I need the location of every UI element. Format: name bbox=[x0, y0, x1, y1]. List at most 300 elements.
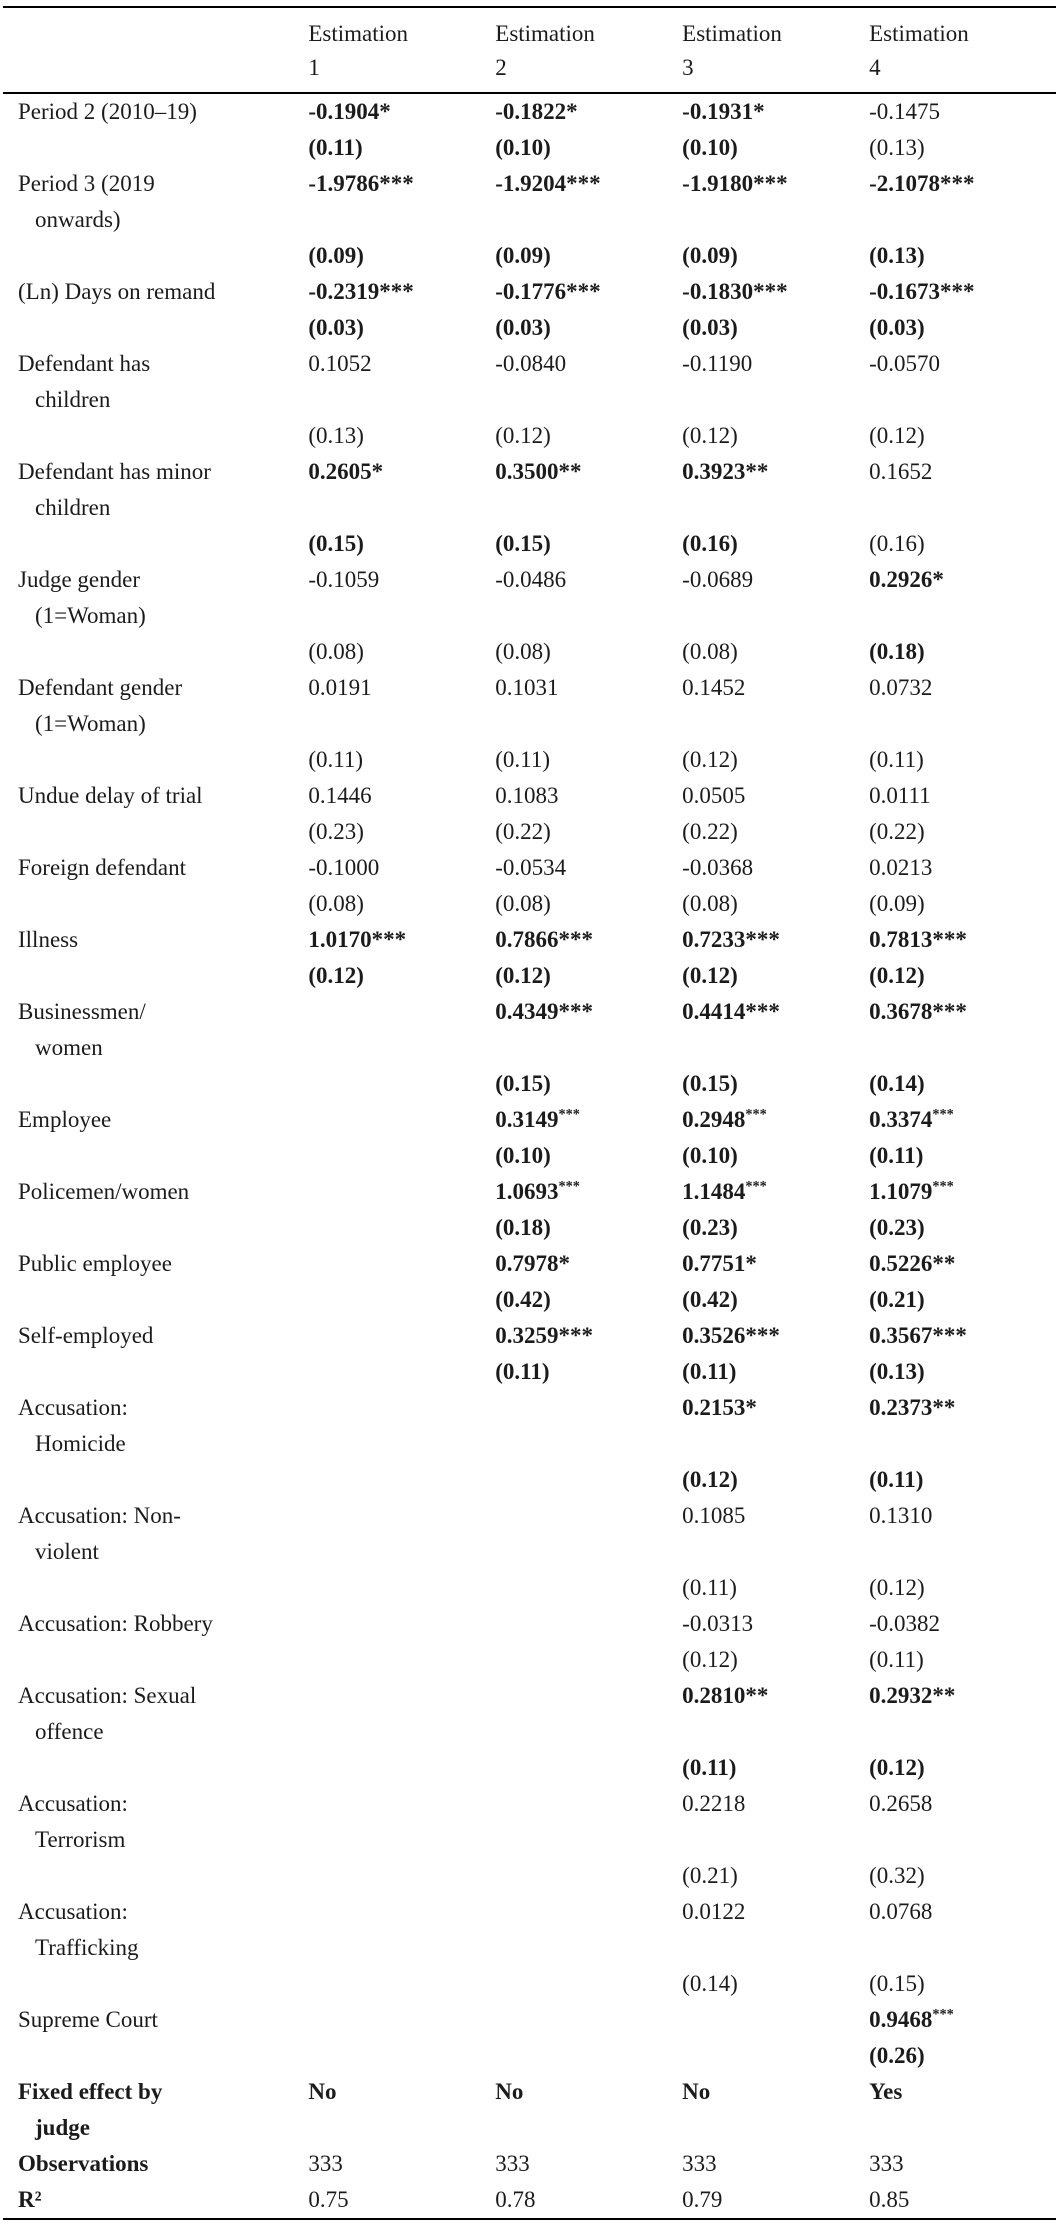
coef-cell: Yes bbox=[869, 2079, 903, 2104]
coef-cell bbox=[308, 1318, 495, 1354]
empty-cell bbox=[308, 1714, 495, 1750]
table-row-se bbox=[3, 634, 1056, 670]
empty-cell bbox=[682, 1534, 869, 1570]
row-label: Accusation: bbox=[18, 1395, 128, 1420]
se-cell: (0.11) bbox=[869, 1467, 924, 1492]
se-cell: (0.08) bbox=[682, 891, 738, 916]
se-cell: (0.10) bbox=[682, 135, 738, 160]
row-label-continued: children bbox=[35, 387, 111, 412]
coef-cell: 1.0170*** bbox=[308, 927, 407, 952]
empty-cell bbox=[869, 2110, 1056, 2146]
se-cell: (0.03) bbox=[308, 315, 364, 340]
empty-cell bbox=[682, 2110, 869, 2146]
row-label: Period 3 (2019 bbox=[18, 171, 155, 196]
se-cell: (0.22) bbox=[869, 819, 925, 844]
se-cell: (0.13) bbox=[869, 243, 925, 268]
row-label-continued: (1=Woman) bbox=[35, 711, 146, 736]
row-label: Defendant has minor bbox=[18, 459, 211, 484]
empty-cell bbox=[869, 598, 1056, 634]
row-label-continued: judge bbox=[35, 2115, 90, 2140]
coef-cell: 0.2932** bbox=[869, 1683, 956, 1708]
coef-cell: -0.1776*** bbox=[495, 279, 601, 304]
table-row bbox=[3, 994, 1056, 1030]
coef-cell: 0.1452 bbox=[682, 675, 746, 700]
coef-cell bbox=[308, 1678, 495, 1714]
se-cell bbox=[308, 1858, 495, 1894]
empty-cell bbox=[308, 1426, 495, 1462]
se-cell: (0.09) bbox=[682, 243, 738, 268]
column-header-line: 3 bbox=[682, 55, 694, 80]
row-label-continued: onwards) bbox=[35, 207, 121, 232]
coef-cell: 0.2926* bbox=[869, 567, 944, 592]
se-cell bbox=[308, 2038, 495, 2074]
row-label: Accusation: Non- bbox=[18, 1503, 181, 1528]
empty-cell bbox=[682, 1030, 869, 1066]
se-cell bbox=[495, 1858, 682, 1894]
se-cell: (0.08) bbox=[495, 639, 551, 664]
table-row-label-wrap bbox=[3, 490, 1056, 526]
empty-cell bbox=[495, 1030, 682, 1066]
empty-cell bbox=[682, 598, 869, 634]
table-row-label-wrap bbox=[3, 202, 1056, 238]
empty-cell bbox=[308, 490, 495, 526]
row-label: Public employee bbox=[18, 1251, 172, 1276]
table-row-se bbox=[3, 1282, 1056, 1318]
column-header bbox=[869, 7, 1056, 93]
coef-cell bbox=[495, 1894, 682, 1930]
coef-cell bbox=[682, 1174, 869, 1210]
se-cell: (0.09) bbox=[495, 243, 551, 268]
table-row bbox=[3, 1102, 1056, 1138]
column-header-line: Estimation bbox=[869, 21, 969, 46]
coef-cell: 0.1083 bbox=[495, 783, 559, 808]
empty-cell bbox=[308, 1822, 495, 1858]
se-cell: (0.12) bbox=[682, 963, 738, 988]
table-row bbox=[3, 454, 1056, 490]
coef-value: 0.3149 bbox=[495, 1107, 559, 1132]
empty-cell bbox=[869, 1426, 1056, 1462]
row-label: Undue delay of trial bbox=[18, 783, 203, 808]
empty-cell bbox=[869, 1534, 1056, 1570]
row-label: Defendant has bbox=[18, 351, 151, 376]
coef-cell: 0.0111 bbox=[869, 783, 931, 808]
row-label: Period 2 (2010–19) bbox=[18, 99, 197, 124]
table-row-se bbox=[3, 1966, 1056, 2002]
se-cell: (0.12) bbox=[869, 1755, 925, 1780]
table-row-se bbox=[3, 1354, 1056, 1390]
coef-cell: 0.7978* bbox=[495, 1251, 571, 1276]
se-cell: (0.12) bbox=[869, 423, 925, 448]
empty-label-cell bbox=[3, 130, 308, 166]
table-row bbox=[3, 93, 1056, 130]
coef-cell bbox=[682, 1102, 869, 1138]
se-cell: (0.09) bbox=[869, 891, 925, 916]
coef-cell: -0.0313 bbox=[682, 1611, 754, 1636]
table-row-se bbox=[3, 418, 1056, 454]
coef-cell: 0.0213 bbox=[869, 855, 933, 880]
table-row bbox=[3, 166, 1056, 202]
coef-cell bbox=[308, 1498, 495, 1534]
coef-cell: 0.2605* bbox=[308, 459, 384, 484]
coef-cell: 0.5226** bbox=[869, 1251, 956, 1276]
row-label-continued: women bbox=[35, 1035, 103, 1060]
se-cell: (0.08) bbox=[308, 639, 364, 664]
coef-cell: 0.0768 bbox=[869, 1899, 933, 1924]
empty-cell bbox=[308, 1534, 495, 1570]
se-cell: (0.12) bbox=[869, 1575, 925, 1600]
empty-label-cell bbox=[3, 1354, 308, 1390]
column-header-line: Estimation bbox=[682, 21, 782, 46]
se-cell bbox=[308, 1354, 495, 1390]
se-cell bbox=[308, 1282, 495, 1318]
coef-cell: -0.2319*** bbox=[308, 279, 414, 304]
empty-label-cell bbox=[3, 1282, 308, 1318]
empty-cell bbox=[682, 202, 869, 238]
table-row-label-wrap bbox=[3, 1930, 1056, 1966]
se-cell: (0.15) bbox=[495, 1071, 551, 1096]
se-cell: (0.11) bbox=[308, 135, 363, 160]
se-cell: (0.16) bbox=[869, 531, 925, 556]
row-label: Accusation: bbox=[18, 1899, 128, 1924]
table-row-label-wrap bbox=[3, 598, 1056, 634]
se-cell bbox=[495, 1570, 682, 1606]
se-cell: (0.11) bbox=[682, 1755, 737, 1780]
row-label: Judge gender bbox=[18, 567, 140, 592]
se-cell: (0.12) bbox=[682, 747, 738, 772]
coef-cell bbox=[308, 1606, 495, 1642]
table-row bbox=[3, 1498, 1056, 1534]
se-cell: (0.08) bbox=[308, 891, 364, 916]
table-row-label-wrap bbox=[3, 1714, 1056, 1750]
empty-cell bbox=[682, 382, 869, 418]
table-row-se bbox=[3, 310, 1056, 346]
se-cell: (0.11) bbox=[869, 747, 924, 772]
row-label-continued: Trafficking bbox=[35, 1935, 139, 1960]
coef-cell: -2.1078*** bbox=[869, 171, 975, 196]
coef-cell: 0.2153* bbox=[682, 1395, 757, 1420]
se-cell: (0.12) bbox=[495, 963, 551, 988]
empty-label-cell bbox=[3, 1750, 308, 1786]
coef-cell: 333 bbox=[495, 2151, 530, 2176]
row-label-continued: children bbox=[35, 495, 111, 520]
coef-cell: 0.3500** bbox=[495, 459, 582, 484]
empty-label-cell bbox=[3, 2038, 308, 2074]
empty-label-cell bbox=[3, 1642, 308, 1678]
se-cell bbox=[308, 1210, 495, 1246]
se-cell: (0.16) bbox=[682, 531, 738, 556]
table-row-se bbox=[3, 1858, 1056, 1894]
empty-cell bbox=[869, 706, 1056, 742]
table-row-se bbox=[3, 526, 1056, 562]
coef-cell: 0.2810** bbox=[682, 1683, 769, 1708]
coef-cell: 0.1652 bbox=[869, 459, 933, 484]
table-row bbox=[3, 1390, 1056, 1426]
se-cell: (0.09) bbox=[308, 243, 364, 268]
coef-cell: 0.7866*** bbox=[495, 927, 594, 952]
se-cell: (0.11) bbox=[495, 747, 550, 772]
coef-cell bbox=[495, 1102, 682, 1138]
column-header bbox=[495, 7, 682, 93]
table-row-label-wrap bbox=[3, 706, 1056, 742]
empty-label-cell bbox=[3, 814, 308, 850]
se-cell: (0.18) bbox=[869, 639, 925, 664]
se-cell bbox=[308, 1138, 495, 1174]
coef-cell: 0.1310 bbox=[869, 1503, 933, 1528]
coef-cell: 0.85 bbox=[869, 2187, 910, 2212]
table-row bbox=[3, 1318, 1056, 1354]
coef-cell: 0.2658 bbox=[869, 1791, 933, 1816]
se-cell bbox=[308, 1066, 495, 1102]
coef-cell: 0.0505 bbox=[682, 783, 746, 808]
row-label: Supreme Court bbox=[18, 2007, 158, 2032]
coef-cell: -0.0368 bbox=[682, 855, 754, 880]
se-cell: (0.11) bbox=[869, 1647, 924, 1672]
coef-cell bbox=[308, 1174, 495, 1210]
se-cell: (0.11) bbox=[682, 1359, 737, 1384]
empty-cell bbox=[869, 1822, 1056, 1858]
coef-cell: 0.1446 bbox=[308, 783, 372, 808]
se-cell: (0.26) bbox=[869, 2043, 925, 2068]
empty-cell bbox=[495, 1426, 682, 1462]
se-cell bbox=[495, 1462, 682, 1498]
coef-cell bbox=[495, 1390, 682, 1426]
coef-cell: -0.1059 bbox=[308, 567, 380, 592]
table-row-label-wrap bbox=[3, 1534, 1056, 1570]
table-row-se bbox=[3, 238, 1056, 274]
empty-cell bbox=[682, 1714, 869, 1750]
empty-label-cell bbox=[3, 1066, 308, 1102]
empty-cell bbox=[308, 598, 495, 634]
empty-label-cell bbox=[3, 1210, 308, 1246]
coef-cell: 0.3567*** bbox=[869, 1323, 967, 1348]
se-cell: (0.15) bbox=[869, 1971, 925, 1996]
se-cell: (0.15) bbox=[308, 531, 364, 556]
se-cell: (0.10) bbox=[682, 1143, 738, 1168]
empty-cell bbox=[495, 1534, 682, 1570]
coef-value: 1.1484 bbox=[682, 1179, 746, 1204]
table-row-se bbox=[3, 2038, 1056, 2074]
table-row-label-wrap bbox=[3, 1426, 1056, 1462]
row-label: Policemen/women bbox=[18, 1179, 190, 1204]
empty-cell bbox=[682, 1822, 869, 1858]
se-cell bbox=[495, 1642, 682, 1678]
se-cell: (0.13) bbox=[869, 135, 925, 160]
se-cell: (0.08) bbox=[495, 891, 551, 916]
se-cell: (0.21) bbox=[682, 1863, 738, 1888]
row-label: Businessmen/ bbox=[18, 999, 146, 1024]
empty-label-cell bbox=[3, 1966, 308, 2002]
empty-label-cell bbox=[3, 1570, 308, 1606]
empty-label-cell bbox=[3, 526, 308, 562]
table-row bbox=[3, 274, 1056, 310]
row-label-continued: (1=Woman) bbox=[35, 603, 146, 628]
row-label: Defendant gender bbox=[18, 675, 183, 700]
coef-cell bbox=[495, 2002, 682, 2038]
coef-cell: 333 bbox=[682, 2151, 717, 2176]
empty-label-cell bbox=[3, 238, 308, 274]
se-cell bbox=[495, 1966, 682, 2002]
coef-value: 0.2948 bbox=[682, 1107, 746, 1132]
empty-cell bbox=[682, 1426, 869, 1462]
coef-cell: -0.1931* bbox=[682, 99, 765, 124]
se-cell: (0.12) bbox=[682, 1647, 738, 1672]
table-row-label-wrap bbox=[3, 1822, 1056, 1858]
se-cell: (0.23) bbox=[682, 1215, 738, 1240]
coef-cell bbox=[308, 1102, 495, 1138]
table-row-se bbox=[3, 1210, 1056, 1246]
empty-cell bbox=[495, 1822, 682, 1858]
coef-cell bbox=[308, 1390, 495, 1426]
empty-cell bbox=[308, 1030, 495, 1066]
coef-cell bbox=[495, 1606, 682, 1642]
row-label: R² bbox=[18, 2187, 42, 2212]
coef-cell: 0.3526*** bbox=[682, 1323, 780, 1348]
coef-cell: 0.0732 bbox=[869, 675, 933, 700]
se-cell bbox=[495, 2038, 682, 2074]
empty-cell bbox=[869, 1930, 1056, 1966]
se-cell bbox=[495, 1750, 682, 1786]
coef-cell: 0.3678*** bbox=[869, 999, 967, 1024]
significance-stars: *** bbox=[745, 1106, 767, 1123]
significance-stars: *** bbox=[558, 1178, 580, 1195]
table-row-label-wrap bbox=[3, 1030, 1056, 1066]
se-cell: (0.14) bbox=[682, 1971, 738, 1996]
coef-cell: 0.0122 bbox=[682, 1899, 746, 1924]
empty-cell bbox=[495, 1930, 682, 1966]
empty-label-cell bbox=[3, 418, 308, 454]
column-header-line: 4 bbox=[869, 55, 881, 80]
empty-label-cell bbox=[3, 634, 308, 670]
row-label: Observations bbox=[18, 2151, 149, 2176]
coef-cell: -0.1830*** bbox=[682, 279, 788, 304]
se-cell: (0.23) bbox=[308, 819, 364, 844]
se-cell: (0.10) bbox=[495, 1143, 551, 1168]
table-row bbox=[3, 2074, 1056, 2110]
se-cell bbox=[308, 1642, 495, 1678]
coef-cell: 0.3923** bbox=[682, 459, 769, 484]
se-cell: (0.12) bbox=[682, 423, 738, 448]
coef-cell: 0.78 bbox=[495, 2187, 536, 2212]
row-label: Self-employed bbox=[18, 1323, 154, 1348]
empty-cell bbox=[308, 2110, 495, 2146]
coef-cell: 0.7233*** bbox=[682, 927, 780, 952]
se-cell: (0.12) bbox=[308, 963, 364, 988]
table-row-label-wrap bbox=[3, 382, 1056, 418]
coef-cell: No bbox=[682, 2079, 711, 2104]
table-row-se bbox=[3, 886, 1056, 922]
coef-cell: 0.4349*** bbox=[495, 999, 594, 1024]
table-row bbox=[3, 1246, 1056, 1282]
significance-stars: *** bbox=[932, 1106, 954, 1123]
table-row bbox=[3, 346, 1056, 382]
coef-cell: -0.0570 bbox=[869, 351, 940, 376]
empty-cell bbox=[495, 2110, 682, 2146]
row-label: Fixed effect by bbox=[18, 2079, 163, 2104]
table-row bbox=[3, 778, 1056, 814]
empty-cell bbox=[495, 1714, 682, 1750]
empty-cell bbox=[495, 382, 682, 418]
empty-label-cell bbox=[3, 958, 308, 994]
se-cell: (0.11) bbox=[682, 1575, 737, 1600]
se-cell: (0.12) bbox=[869, 963, 925, 988]
se-cell: (0.23) bbox=[869, 1215, 925, 1240]
coef-cell: 0.75 bbox=[308, 2187, 349, 2212]
se-cell: (0.12) bbox=[495, 423, 551, 448]
se-cell: (0.03) bbox=[682, 315, 738, 340]
coef-cell: 0.4414*** bbox=[682, 999, 780, 1024]
column-header bbox=[682, 7, 869, 93]
significance-stars: *** bbox=[558, 1106, 580, 1123]
coef-cell bbox=[495, 1174, 682, 1210]
table-row bbox=[3, 562, 1056, 598]
coef-cell: No bbox=[495, 2079, 524, 2104]
empty-cell bbox=[308, 382, 495, 418]
empty-cell bbox=[495, 706, 682, 742]
empty-cell bbox=[495, 490, 682, 526]
coef-cell: 0.1031 bbox=[495, 675, 559, 700]
coef-cell: 333 bbox=[869, 2151, 904, 2176]
header-row bbox=[3, 7, 1056, 93]
coef-cell: 0.7751* bbox=[682, 1251, 757, 1276]
coef-cell: 0.1085 bbox=[682, 1503, 746, 1528]
empty-cell bbox=[682, 490, 869, 526]
significance-stars: *** bbox=[932, 2006, 954, 2023]
coef-cell: -0.1673*** bbox=[869, 279, 975, 304]
results-table bbox=[3, 6, 1056, 2220]
coef-value: 1.0693 bbox=[495, 1179, 559, 1204]
coef-cell bbox=[308, 994, 495, 1030]
se-cell: (0.18) bbox=[495, 1215, 551, 1240]
se-cell: (0.15) bbox=[682, 1071, 738, 1096]
empty-cell bbox=[495, 202, 682, 238]
coef-cell: -0.1000 bbox=[308, 855, 380, 880]
column-header bbox=[308, 7, 495, 93]
table-row bbox=[3, 2146, 1056, 2182]
coef-cell bbox=[495, 1678, 682, 1714]
coef-cell bbox=[308, 1786, 495, 1822]
se-cell: (0.14) bbox=[869, 1071, 925, 1096]
coef-cell: -0.1475 bbox=[869, 99, 940, 124]
se-cell: (0.15) bbox=[495, 531, 551, 556]
row-label-continued: violent bbox=[35, 1539, 99, 1564]
table-row bbox=[3, 850, 1056, 886]
table-header bbox=[3, 7, 1056, 93]
row-label-continued: Terrorism bbox=[35, 1827, 126, 1852]
se-cell: (0.13) bbox=[308, 423, 364, 448]
table-row bbox=[3, 922, 1056, 958]
coef-cell bbox=[495, 1498, 682, 1534]
coef-cell: 0.2373** bbox=[869, 1395, 956, 1420]
table-row-se bbox=[3, 1066, 1056, 1102]
se-cell: (0.42) bbox=[495, 1287, 551, 1312]
coef-cell: -1.9204*** bbox=[495, 171, 601, 196]
empty-cell bbox=[869, 1030, 1056, 1066]
table-row-se bbox=[3, 130, 1056, 166]
coef-cell bbox=[869, 1174, 1056, 1210]
table-row-label-wrap bbox=[3, 2110, 1056, 2146]
coef-cell: 0.79 bbox=[682, 2187, 723, 2212]
se-cell: (0.11) bbox=[308, 747, 364, 772]
corner-cell bbox=[3, 7, 308, 93]
empty-cell bbox=[869, 490, 1056, 526]
coef-cell: -0.0486 bbox=[495, 567, 567, 592]
table-row bbox=[3, 670, 1056, 706]
coef-cell bbox=[495, 1786, 682, 1822]
coef-cell: 0.1052 bbox=[308, 351, 372, 376]
table-row bbox=[3, 2002, 1056, 2038]
coef-value: 1.1079 bbox=[869, 1179, 933, 1204]
se-cell bbox=[682, 2038, 869, 2074]
